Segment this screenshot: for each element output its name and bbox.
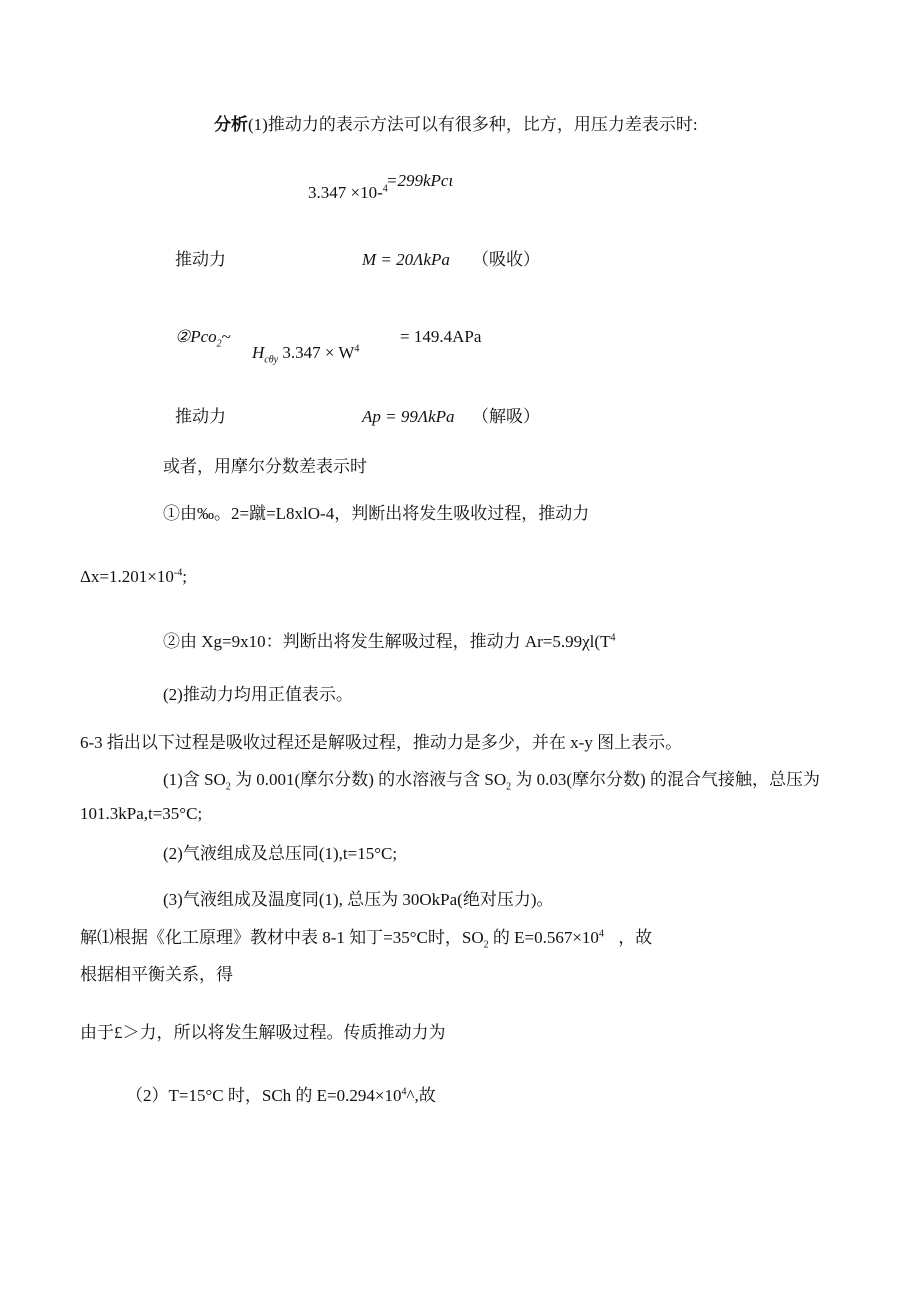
drive-force-1-formula: M = 20ΛkPa (362, 250, 450, 269)
mole-fraction-intro: 或者，用摩尔分数差表示时 (163, 457, 367, 476)
problem-part-1-cont: 101.3kPa,t=35°C; (80, 804, 203, 823)
item-1-text: ①由‰。2=蹴=L8xlO-4，判断出将发生吸收过程，推动力 (163, 504, 590, 523)
solution-line-1: 解⑴根据《化工原理》教材中表 8-1 知丁=35°C时，$SO_2$ 的 $E=0.567\times 10^4$ ，故 (80, 928, 653, 951)
analysis-line-1 (214, 116, 698, 133)
problem-title: 6-3 指出以下过程是吸收过程还是解吸过程，推动力是多少，并在 x-y 图上表示。 (80, 733, 683, 752)
problem-part-1: (1)含 $SO_2$ 为 0.001(摩尔分数) 的水溶液与含 $SO_2$ 为 0.03(摩尔分数) 的混合气接触，总压为 (163, 770, 820, 793)
equation-2-result: = 149.4APa (400, 327, 482, 346)
item-2-text: ②由 Xg=9x10：判断出将发生解吸过程，推动力 $Ar=5.99\chi l(T^4$ (163, 632, 616, 651)
equation-1-result: =299kPcι (386, 171, 454, 190)
drive-force-2-label: 推动力 (175, 407, 226, 426)
solution-line-4: （2）T=15°C 时，SCh 的 $E=0.294\times 10^4\^{}$,故 (126, 1086, 436, 1105)
delta-x-line: $\Delta x=1.201\times 10^{-4}$; (80, 567, 187, 586)
equation-2-lhs: ②Pco$_2$~ (175, 327, 231, 350)
equation-1-denominator: 3.347 ×10-$^4$ (308, 183, 388, 202)
drive-force-2-formula: Ap = 99ΛkPa (362, 407, 455, 426)
problem-part-3: (3)气液组成及温度同(1), 总压为 30OkPa(绝对压力)。 (163, 890, 554, 909)
problem-part-2: (2)气液组成及总压同(1),t=15°C; (163, 844, 398, 863)
item-3-text: (2)推动力均用正值表示。 (163, 685, 353, 704)
drive-force-1-note: （吸收） (472, 250, 540, 269)
analysis-heading: 分析 (214, 115, 248, 134)
drive-force-1-label: 推动力 (175, 250, 226, 269)
analysis-text: (1)推动力的表示方法可以有很多种，比方，用压力差表示时: (248, 115, 698, 134)
solution-line-2: 根据相平衡关系，得 (80, 965, 233, 984)
solution-line-3: 由于£＞力，所以将发生解吸过程。传质推动力为 (80, 1023, 446, 1042)
drive-force-2-note: （解吸） (472, 407, 540, 426)
equation-2-denominator: $H_{c\theta y}$ $3.347 \times W^4$ (252, 343, 360, 366)
